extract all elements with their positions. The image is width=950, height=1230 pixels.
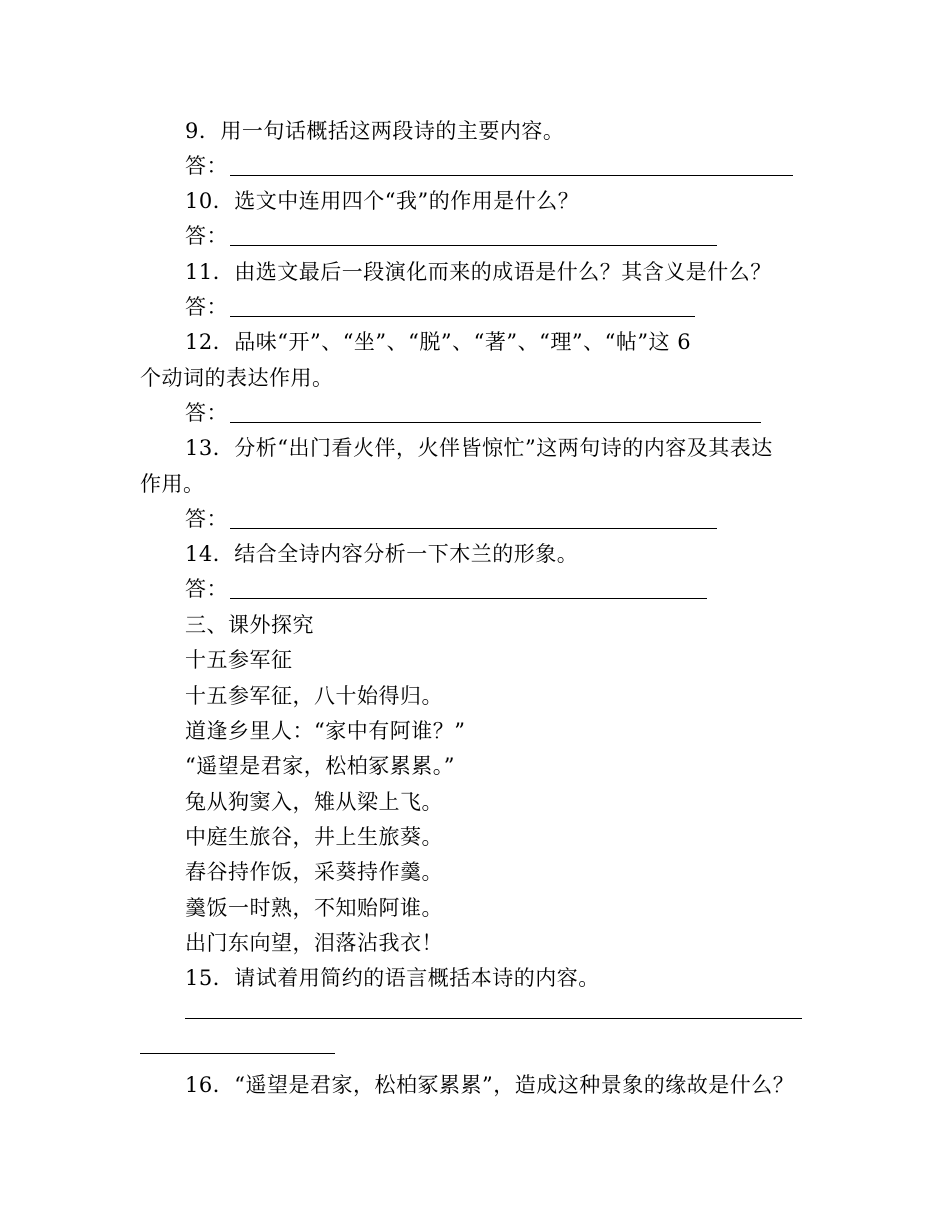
answer-label: 答： — [185, 224, 228, 248]
question-12-line-2: 个动词的表达作用。 — [140, 366, 334, 390]
poem-line: 十五参军征，八十始得归。 — [185, 684, 443, 708]
question-15: 15．请试着用简约的语言概括本诗的内容。 — [185, 966, 600, 990]
poem-line: 中庭生旅谷，井上生旅葵。 — [185, 825, 443, 849]
question-14: 14．结合全诗内容分析一下木兰的形象。 — [185, 542, 579, 566]
question-11: 11．由选文最后一段演化而来的成语是什么？其含义是什么？ — [185, 260, 772, 284]
answer-label: 答： — [185, 507, 228, 531]
answer-label: 答： — [185, 401, 228, 425]
poem-line: 出门东向望，泪落沾我衣！ — [185, 931, 443, 955]
answer-label: 答： — [185, 154, 228, 178]
answer-label: 答： — [185, 577, 228, 601]
question-13-line-2: 作用。 — [140, 472, 205, 496]
question-16: 16．“遥望是君家，松柏冢累累”，造成这种景象的缘故是什么？ — [185, 1073, 795, 1097]
poem-line: 羹饭一时熟，不知贻阿谁。 — [185, 896, 443, 920]
question-9: 9．用一句话概括这两段诗的主要内容。 — [185, 119, 565, 143]
answer-15-blank-line-1[interactable] — [185, 1018, 802, 1019]
question-12-line-1: 12．品味“开”、“坐”、“脱”、“著”、“理”、“帖”这 6 — [185, 330, 692, 354]
question-13-line-1: 13．分析“出门看火伴，火伴皆惊忙”这两句诗的内容及其表达 — [185, 436, 773, 460]
answer-12-row — [185, 398, 761, 428]
section-heading: 三、课外探究 — [185, 613, 314, 637]
poem-line: 道逢乡里人：“家中有阿谁？” — [185, 719, 466, 743]
answer-14-blank[interactable] — [230, 580, 707, 599]
poem-line: “遥望是君家，松柏冢累累。” — [185, 754, 455, 778]
poem-line: 兔从狗窦入，雉从梁上飞。 — [185, 790, 443, 814]
answer-15-blank-line-2[interactable] — [140, 1053, 335, 1054]
answer-11-blank[interactable] — [230, 298, 695, 317]
answer-13-row — [185, 504, 717, 534]
answer-10-row — [185, 221, 717, 251]
answer-9-blank[interactable] — [230, 157, 793, 176]
poem-title: 十五参军征 — [185, 648, 293, 672]
answer-11-row — [185, 292, 695, 322]
answer-14-row — [185, 574, 707, 604]
question-10: 10．选文中连用四个“我”的作用是什么？ — [185, 189, 580, 213]
answer-13-blank[interactable] — [230, 510, 717, 529]
answer-label: 答： — [185, 295, 228, 319]
poem-line: 舂谷持作饭，采葵持作羹。 — [185, 860, 443, 884]
answer-9-row — [185, 151, 793, 181]
answer-10-blank[interactable] — [230, 227, 717, 246]
answer-12-blank[interactable] — [230, 404, 761, 423]
